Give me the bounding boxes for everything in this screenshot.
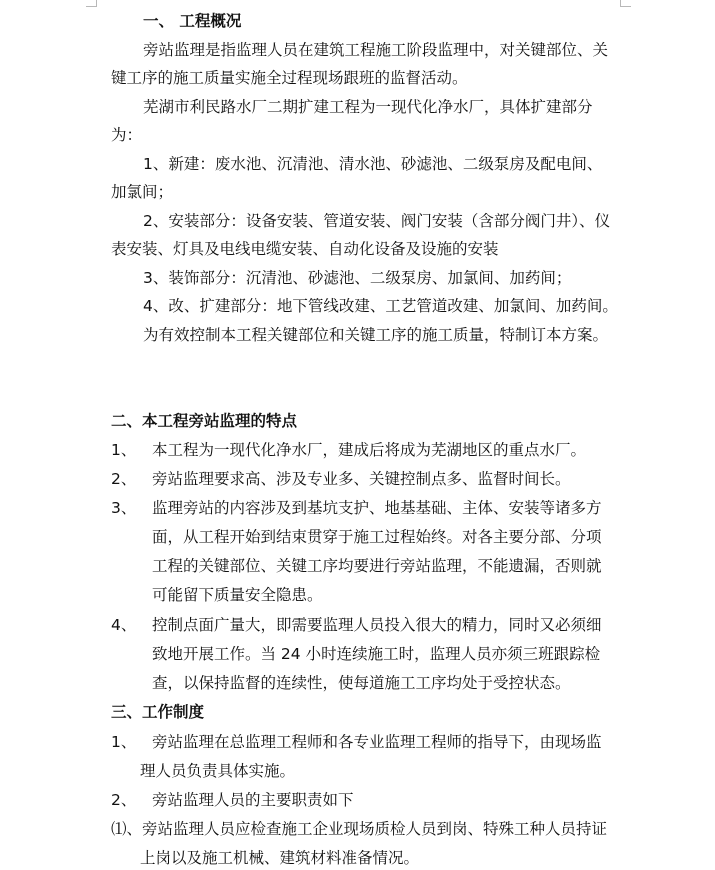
paragraph-line: 4、改、扩建部分：地下管线改建、工艺管道改建、加氯间、加药间。 [143,297,618,315]
list-item-line: 查，以保持监督的连续性，使每道施工工序均处于受控状态。 [152,674,571,692]
list-number: 3、 [111,499,137,517]
paragraph-line: 为有效控制本工程关键部位和关键工序的施工质量，特制订本方案。 [143,326,609,344]
list-number: 4、 [111,616,137,634]
paragraph-line: 芜湖市利民路水厂二期扩建工程为一现代化净水厂，具体扩建部分 [143,98,593,116]
paragraph-line: 键工序的施工质量实施全过程现场跟班的监督活动。 [111,69,468,87]
sub-item-line: ⑴、旁站监理人员应检查施工企业现场质检人员到岗、特殊工种人员持证 [111,820,608,838]
list-item-line: 监理旁站的内容涉及到基坑支护、地基基础、主体、安装等诸多方 [152,499,602,517]
section-heading-features: 二、本工程旁站监理的特点 [111,412,298,430]
paragraph-line: 旁站监理是指监理人员在建筑工程施工阶段监理中，对关键部位、关 [143,41,609,59]
list-item-line: 旁站监理人员的主要职责如下 [152,791,354,809]
list-item-line: 理人员负责具体实施。 [140,762,296,780]
list-item-line: 致地开展工作。当 24 小时连续施工时，监理人员亦须三班跟踪检 [152,645,601,663]
paragraph-line: 加氯间； [111,183,174,201]
paragraph-line: 表安装、灯具及电线电缆安装、自动化设备及设施的安装 [111,240,499,258]
list-number: 1、 [111,441,137,459]
list-number: 1、 [111,733,137,751]
paragraph-line: 1、新建：废水池、沉清池、清水池、砂滤池、二级泵房及配电间、 [143,155,603,173]
paragraph-line: 为： [111,126,143,144]
list-item-line: 旁站监理要求高、涉及专业多、关键控制点多、监督时间长。 [152,470,571,488]
list-item-line: 可能留下质量安全隐患。 [152,586,323,604]
section-heading-work-rules: 三、工作制度 [111,703,205,721]
section-heading-overview: 一、 工程概况 [143,12,242,30]
list-item-line: 旁站监理在总监理工程师和各专业监理工程师的指导下，由现场监 [152,733,602,751]
paragraph-line: 2、安装部分：设备安装、管道安装、阀门安装（含部分阀门井）、仪 [143,212,611,230]
sub-item-line: 上岗以及施工机械、建筑材料准备情况。 [140,849,420,867]
list-item-line: 本工程为一现代化净水厂，建成后将成为芜湖地区的重点水厂。 [152,441,587,459]
list-item-line: 工程的关键部位、关键工序均要进行旁站监理，不能遗漏，否则就 [152,557,602,575]
paragraph-line: 3、装饰部分：沉清池、砂滤池、二级泵房、加氯间、加药间； [143,269,572,287]
list-item-line: 控制点面广量大，即需要监理人员投入很大的精力，同时又必须细 [152,616,602,634]
list-number: 2、 [111,470,137,488]
list-item-line: 面，从工程开始到结束贯穿于施工过程始终。对各主要分部、分项 [152,528,602,546]
list-number: 2、 [111,791,137,809]
